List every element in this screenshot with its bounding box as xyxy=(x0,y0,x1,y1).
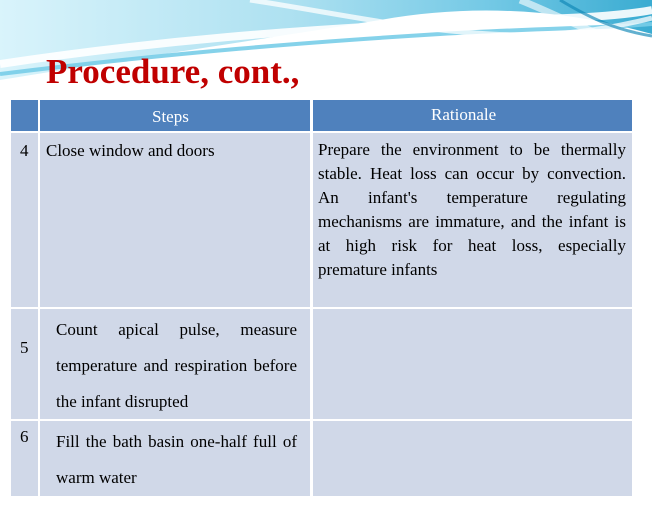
row-6-step: Fill the bath basin one-half full of warm water xyxy=(56,432,297,487)
row-6-number: 6 xyxy=(20,427,29,446)
row-4-number-cell xyxy=(11,133,38,307)
header-rationale-cell xyxy=(313,100,632,131)
row-4-rationale: Prepare the environment to be thermally stable. Heat loss can occur by convection. An infant's temperature regulating mechanisms are immature, and the infant is at high risk for heat loss, especially premature infants xyxy=(318,140,626,279)
header-steps-cell xyxy=(40,100,310,131)
row-5-step: Count apical pulse, measure temperature and respiration before the infant disrupted xyxy=(56,320,297,411)
row-6-number-cell xyxy=(11,421,38,496)
row-5-step-cell xyxy=(40,309,310,419)
row-5-number: 5 xyxy=(20,338,29,357)
row-6-step-cell xyxy=(40,421,310,496)
header-rationale-label: Rationale xyxy=(431,105,497,124)
row-4-step-cell xyxy=(40,133,310,307)
page-title: Procedure, cont., xyxy=(46,52,300,91)
row-5-rationale-cell xyxy=(313,309,632,419)
header-steps-label: Steps xyxy=(152,107,189,126)
row-6-rationale-cell xyxy=(313,421,632,496)
procedure-table xyxy=(11,100,632,496)
header-number-cell xyxy=(11,100,38,131)
row-4-number: 4 xyxy=(20,141,29,160)
row-5-number-cell xyxy=(11,309,38,419)
row-4-rationale-cell xyxy=(313,133,632,307)
row-4-step: Close window and doors xyxy=(46,141,215,160)
